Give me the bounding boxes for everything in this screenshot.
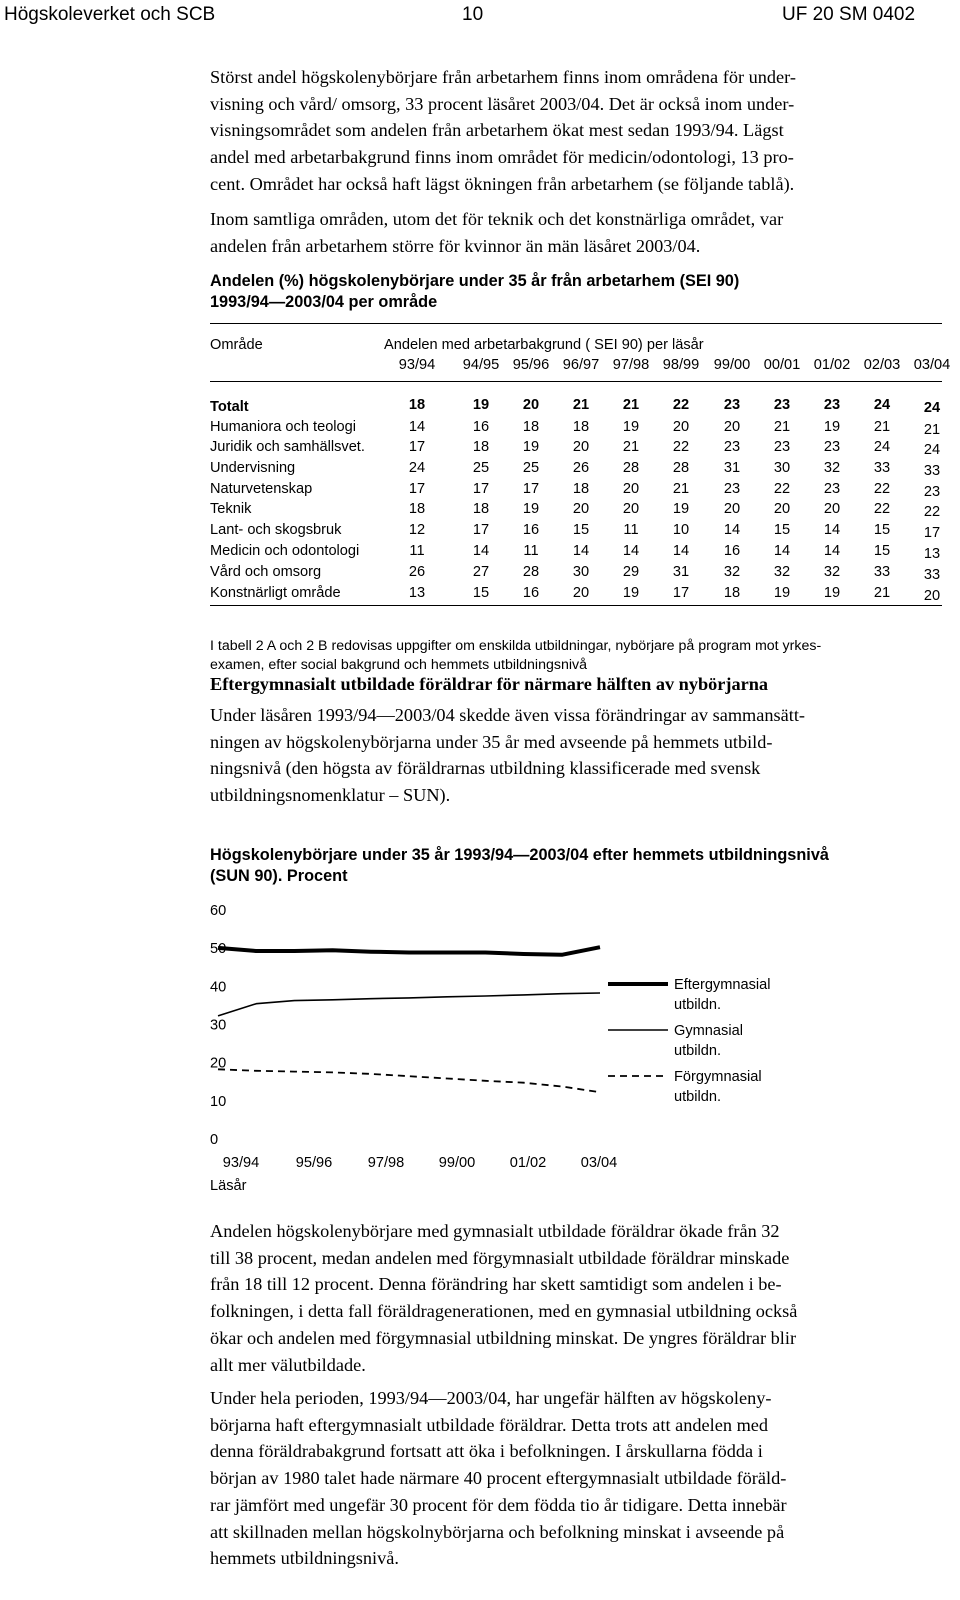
table-cell: 19	[672, 501, 690, 517]
table-cell: 20	[572, 439, 590, 455]
series-line	[218, 1069, 600, 1092]
text-line: utbildningsnomenklatur – SUN).	[210, 785, 451, 806]
row-label: Lant- och skogsbruk	[210, 522, 342, 538]
table-cell: 32	[823, 564, 841, 580]
row-label: Juridik och samhällsvet.	[210, 439, 365, 455]
row-label: Medicin och odontologi	[210, 543, 360, 559]
legend-label: utbildn.	[674, 997, 722, 1013]
table-cell: 17	[408, 439, 426, 455]
table-cell: 18	[408, 501, 426, 517]
title-line: Högskolenybörjare under 35 år 1993/94—2003/04 efter hemmets utbildningsnivå	[210, 846, 829, 864]
table-cell: 21	[672, 481, 690, 497]
text-line: cent. Området har också haft lägst ökningen från arbetarhem (se följande tablå).	[210, 173, 795, 194]
year-column-header: 02/03	[863, 357, 901, 373]
table-cell: 23	[823, 439, 841, 455]
series-line	[218, 993, 600, 1016]
table-cell: 18	[572, 419, 590, 435]
table-cell: 19	[622, 585, 640, 601]
table-cell: 14	[773, 543, 791, 559]
y-tick-label: 60	[210, 903, 227, 919]
table-cell: 25	[522, 460, 540, 476]
table-cell: 14	[622, 543, 640, 559]
legend-label: Gymnasial	[674, 1023, 743, 1039]
year-column-header: 01/02	[813, 357, 851, 373]
table-cell: 18	[472, 501, 490, 517]
year-column-header: 98/99	[662, 357, 700, 373]
note-line: I tabell 2 A och 2 B redovisas uppgifter om enskilda utbildningar, nybörjare på program mot yrkes-	[210, 638, 822, 654]
table-cell: 23	[723, 439, 741, 455]
row-label: Naturvetenskap	[210, 481, 313, 497]
table-cell: 30	[773, 460, 791, 476]
text-line: visningsområdet som andelen från arbetarhem ökat mest sedan 1993/94. Lägst	[210, 120, 784, 141]
year-column-header: 95/96	[512, 357, 550, 373]
table-cell: 17	[923, 525, 941, 541]
table-cell: 15	[472, 585, 490, 601]
table-cell: 14	[823, 543, 841, 559]
table-cell: 22	[672, 439, 690, 455]
year-column-header: 96/97	[562, 357, 600, 373]
table-cell: 21	[622, 439, 640, 455]
table-cell: 16	[723, 543, 741, 559]
table-cell: 18	[723, 585, 741, 601]
row-label: Totalt	[210, 399, 249, 415]
closing-paragraph-1	[210, 1218, 945, 1378]
table-cell: 20	[572, 585, 590, 601]
table-cell: 22	[773, 481, 791, 497]
table-cell: 13	[923, 546, 941, 562]
y-tick-label: 10	[210, 1093, 227, 1110]
table-cell: 24	[923, 400, 941, 416]
table-cell: 21	[923, 422, 941, 438]
legend-label: utbildn.	[674, 1043, 722, 1059]
table-cell: 13	[408, 585, 426, 601]
title-line: Andelen (%) högskolenybörjare under 35 år från arbetarhem (SEI 90)	[210, 272, 740, 290]
table-cell: 19	[472, 397, 490, 413]
table-cell: 14	[672, 543, 690, 559]
text-line: andel med arbetarbakgrund finns inom området för medicin/odontologi, 13 pro-	[210, 147, 794, 168]
table-cell: 21	[873, 419, 891, 435]
y-tick-label: 0	[210, 1132, 219, 1148]
text-line: rar jämfört med ungefär 30 procent för dem födda tio år tidigare. Detta innebär	[210, 1494, 787, 1515]
x-tick-label: 99/00	[438, 1155, 476, 1171]
year-column-header: 99/00	[713, 357, 751, 373]
table-cell: 19	[522, 501, 540, 517]
table-cell: 20	[522, 397, 540, 413]
table-cell: 20	[923, 588, 941, 604]
table-cell: 21	[773, 419, 791, 435]
x-tick-label: 01/02	[509, 1155, 547, 1171]
note-line: examen, efter social bakgrund och hemmets utbildningsnivå	[210, 657, 587, 673]
x-tick-label: 03/04	[580, 1155, 618, 1171]
table-cell: 29	[622, 564, 640, 580]
table-cell: 17	[522, 481, 540, 497]
table-cell: 33	[873, 460, 891, 476]
text-line: allt mer välutbildade.	[210, 1354, 366, 1375]
x-tick-label: 95/96	[295, 1155, 333, 1171]
table-cell: 18	[472, 439, 490, 455]
text-line: att skillnaden mellan högskolnybörjarna och befolkning minskat i avseende på	[210, 1521, 785, 1542]
text-line: till 38 procent, medan andelen med förgymnasialt utbildade föräldrar minskade	[210, 1247, 790, 1268]
table-cell: 23	[823, 481, 841, 497]
table-cell: 23	[723, 481, 741, 497]
y-tick-label: 20	[210, 1055, 227, 1072]
table-cell: 27	[472, 564, 490, 580]
table-cell: 12	[408, 522, 426, 538]
text-line: denna föräldrabakgrund fortsatt att öka i befolkningen. I årskullarna födda i	[210, 1441, 763, 1462]
table-cell: 20	[773, 501, 791, 517]
section-heading: Eftergymnasialt utbildade föräldrar för närmare hälften av nybörjarna	[210, 674, 769, 694]
table-cell: 28	[522, 564, 540, 580]
table-cell: 16	[472, 419, 490, 435]
table-cell: 14	[408, 419, 426, 435]
table-cell: 11	[623, 522, 639, 538]
table-cell: 18	[572, 481, 590, 497]
text-line: Under läsåren 1993/94—2003/04 skedde även vissa förändringar av sammansätt-	[210, 705, 805, 725]
table-cell: 28	[672, 460, 690, 476]
table-cell: 20	[622, 481, 640, 497]
year-column-header: 97/98	[612, 357, 650, 373]
table-cell: 20	[572, 501, 590, 517]
table-cell: 19	[522, 439, 540, 455]
years-group-header: Andelen med arbetarbakgrund ( SEI 90) per läsår	[384, 337, 704, 353]
table-cell: 15	[572, 522, 590, 538]
text-line: ningen av högskolenybörjarna under 35 år med avseende på hemmets utbild-	[210, 731, 773, 752]
table-cell: 15	[773, 522, 791, 538]
table-cell: 23	[773, 397, 791, 413]
table-cell: 14	[472, 543, 490, 559]
table-cell: 23	[723, 397, 741, 413]
table-cell: 15	[873, 522, 891, 538]
text-line: visning och vård/ omsorg, 33 procent läsåret 2003/04. Det är också inom under-	[210, 93, 795, 114]
table-cell: 24	[923, 442, 941, 458]
table-cell: 18	[408, 397, 426, 413]
table-cell: 33	[873, 564, 891, 580]
text-line: Inom samtliga områden, utom det för teknik och det konstnärliga området, var	[210, 209, 784, 229]
table-cell: 20	[823, 501, 841, 517]
y-tick-label: 50	[210, 941, 227, 958]
text-line: Andelen högskolenybörjare med gymnasialt utbildade föräldrar ökade från 32	[210, 1221, 780, 1241]
table-cell: 14	[723, 522, 741, 538]
table-cell: 14	[572, 543, 590, 559]
text-line: ökar och andelen med förgymnasial utbildning minskat. De yngres föräldrar blir	[210, 1327, 797, 1348]
closing-paragraph-2	[210, 1385, 945, 1572]
legend-label: Eftergymnasial	[674, 977, 771, 993]
table-cell: 16	[522, 585, 540, 601]
legend-label: Förgymnasial	[674, 1069, 762, 1085]
table-cell: 11	[523, 543, 539, 559]
text-line: hemmets utbildningsnivå.	[210, 1548, 399, 1569]
table-cell: 17	[472, 481, 490, 497]
title-line: 1993/94—2003/04 per område	[210, 293, 438, 311]
table-cell: 31	[672, 564, 690, 580]
table-cell: 26	[408, 564, 426, 580]
table-cell: 19	[823, 585, 841, 601]
row-label: Vård och omsorg	[210, 564, 322, 580]
x-tick-label: 97/98	[367, 1155, 405, 1171]
text-line: Störst andel högskolenybörjare från arbetarhem finns inom områdena för under-	[210, 67, 796, 87]
table-cell: 26	[572, 460, 590, 476]
table-cell: 10	[672, 522, 690, 538]
title-line: (SUN 90). Procent	[210, 867, 348, 885]
text-line: börjarna haft eftergymnasialt utbildade föräldrar. Detta trots att andelen med	[210, 1414, 769, 1435]
year-column-header: 03/04	[913, 357, 951, 373]
table-cell: 23	[923, 484, 941, 500]
y-tick-label: 30	[210, 1017, 227, 1034]
year-column-header: 93/94	[398, 357, 436, 373]
text-line: ningsnivå (den högsta av föräldrarnas utbildning klassificerade med svensk	[210, 758, 761, 779]
row-label: Konstnärligt område	[210, 585, 341, 601]
table-cell: 23	[773, 439, 791, 455]
table-cell: 20	[622, 501, 640, 517]
table-cell: 20	[723, 419, 741, 435]
table-cell: 18	[522, 419, 540, 435]
table-cell: 19	[823, 419, 841, 435]
table-cell: 21	[572, 397, 590, 413]
text-line: början av 1980 talet hade närmare 40 procent eftergymnasialt utbildade föräld-	[210, 1468, 787, 1489]
table-cell: 22	[923, 504, 941, 520]
table-cell: 33	[923, 463, 941, 479]
table-cell: 21	[622, 397, 640, 413]
table-cell: 17	[408, 481, 426, 497]
table-cell: 11	[409, 543, 425, 559]
series-line	[218, 947, 600, 955]
table-cell: 22	[873, 481, 891, 497]
table-cell: 22	[873, 501, 891, 517]
table-cell: 32	[773, 564, 791, 580]
year-column-header: 94/95	[462, 357, 500, 373]
text-line: andelen från arbetarhem större för kvinnor än män läsåret 2003/04.	[210, 235, 701, 256]
table-cell: 17	[472, 522, 490, 538]
table-cell: 24	[408, 460, 426, 476]
table-cell: 31	[723, 460, 741, 476]
table-cell: 23	[823, 397, 841, 413]
table-cell: 17	[672, 585, 690, 601]
table-cell: 15	[873, 543, 891, 559]
x-tick-label: 93/94	[222, 1155, 260, 1171]
table-cell: 19	[622, 419, 640, 435]
table-cell: 28	[622, 460, 640, 476]
header-right: UF 20 SM 0402	[782, 4, 916, 25]
table-cell: 32	[723, 564, 741, 580]
area-column-header: Område	[210, 337, 263, 353]
text-line: från 18 till 12 procent. Denna förändring har skett samtidigt som andelen i be-	[210, 1274, 782, 1295]
table-cell: 33	[923, 567, 941, 583]
table-cell: 14	[823, 522, 841, 538]
row-label: Humaniora och teologi	[210, 419, 357, 435]
row-label: Teknik	[210, 501, 252, 517]
table-cell: 20	[672, 419, 690, 435]
table-cell: 32	[823, 460, 841, 476]
table-cell: 25	[472, 460, 490, 476]
table-cell: 24	[873, 397, 891, 413]
y-tick-label: 40	[210, 979, 227, 996]
page-number: 10	[462, 4, 484, 25]
table-cell: 20	[723, 501, 741, 517]
header-left: Högskoleverket och SCB	[4, 4, 216, 25]
year-column-header: 00/01	[763, 357, 801, 373]
table-cell: 24	[873, 439, 891, 455]
x-axis-label: Läsår	[210, 1178, 247, 1194]
table-cell: 21	[873, 585, 891, 601]
table-cell: 19	[773, 585, 791, 601]
text-line: folkningen, i detta fall föräldragenerationen, med en gymnasial utbildning också	[210, 1301, 798, 1322]
table-cell: 22	[672, 397, 690, 413]
table-cell: 30	[572, 564, 590, 580]
legend-label: utbildn.	[674, 1089, 722, 1105]
text-line: Under hela perioden, 1993/94—2003/04, har ungefär hälften av högskoleny-	[210, 1388, 772, 1408]
table-cell: 16	[522, 522, 540, 538]
row-label: Undervisning	[210, 460, 296, 476]
